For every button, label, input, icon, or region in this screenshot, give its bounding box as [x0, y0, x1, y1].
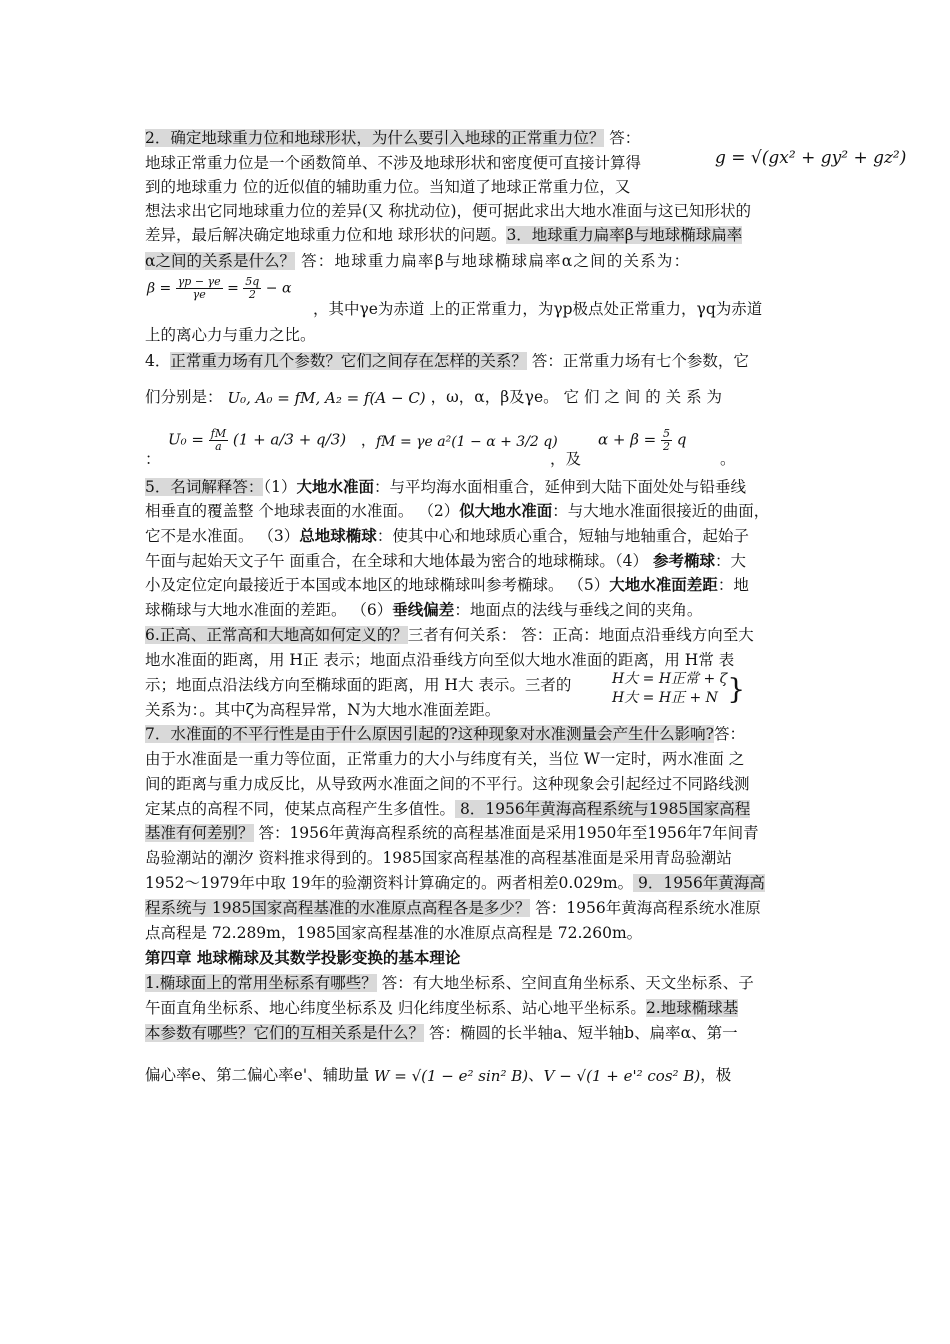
- text: 偏心率e、第二偏心率e'、辅助量: [145, 1066, 370, 1084]
- line-2: 地球正常重力位是一个函数简单、不涉及地球形状和密度便可直接计算得: [145, 154, 642, 172]
- line-11-end: 。: [720, 450, 736, 468]
- text: 、: [528, 1066, 544, 1084]
- line-35: [145, 1064, 731, 1086]
- line-32: [145, 972, 754, 994]
- question-8-heading-cont: 基准有何差别？: [145, 824, 254, 842]
- term: 总地球椭球: [299, 526, 377, 545]
- text: ，ω，α，β及γe。 它 们 之 间 的 关 系 为: [430, 388, 723, 406]
- ch4-question-2-heading: 2.地球椭球基: [645, 999, 739, 1017]
- text: 答：正常重力场有七个参数，它: [526, 352, 749, 370]
- fm-formula: fM = γe a²(1 − α + 3/2 q): [376, 434, 558, 450]
- line-15: [145, 550, 746, 572]
- text: ，极: [700, 1066, 732, 1084]
- line-13: [145, 500, 769, 522]
- text: ：地: [717, 576, 749, 594]
- potential-formula: [168, 428, 376, 453]
- chapter-4-heading: 第四章 地球椭球及其数学投影变换的基本理论: [145, 948, 461, 967]
- text: − α: [265, 280, 292, 297]
- denominator: a: [215, 440, 222, 453]
- line-20: 示；地面点沿法线方向至椭球面的距离，用 H大 表示。三者的: [145, 676, 572, 694]
- line-10: [145, 386, 722, 408]
- text: α + β =: [598, 430, 657, 449]
- line-1: [145, 127, 640, 149]
- text: 4．: [145, 352, 171, 370]
- line-33: [145, 997, 738, 1019]
- text: 答：1956年黄海高程系统的高程基准面是采用1950年至1956年7年间青: [253, 824, 759, 842]
- text: 答：地球重力扁率β与地球椭球扁率α之间的关系为：: [294, 252, 691, 270]
- gravity-magnitude-formula: g = √(gx² + gy² + gz²): [715, 148, 907, 168]
- formula-lines: [612, 670, 727, 708]
- ch4-question-2-heading-cont: 本参数有哪些？它们的互相关系是什么？: [145, 1024, 425, 1042]
- line-24: 间的距离与重力成反比，从导致两水准面之间的不平行。这种现象会引起经过不同路线测: [145, 775, 750, 793]
- question-7-heading: 7．水准面的不平行性是由于什么原因引起的?这种现象对水准测量会产生什么影响?: [145, 725, 714, 743]
- line-14: [145, 525, 749, 547]
- text: ：与大地水准面很接近的曲面，: [552, 502, 770, 520]
- text: 相垂直的覆盖整 个地球表面的水准面。 （2）: [145, 502, 460, 520]
- line-29: [145, 897, 761, 919]
- line-18: [145, 624, 754, 646]
- text: (1 + a/3 + q/3): [232, 430, 347, 449]
- question-8-heading: 8．1956年黄海高程系统与1985国家高程: [455, 800, 751, 818]
- line-11: [145, 448, 161, 470]
- line-17: [145, 599, 702, 621]
- line-34: [145, 1022, 738, 1044]
- text: 差异，最后解决确定地球重力位和地 球形状的问题。: [145, 226, 507, 244]
- text: 答：: [713, 725, 745, 743]
- line-4: 想法求出它同地球重力位的差异(又 称扰动位)，便可据此求出大地水准面与这已知形状的: [145, 202, 752, 220]
- text: ：地面点的法线与垂线之间的夹角。: [454, 601, 703, 619]
- height-relation-formula: [612, 670, 745, 708]
- question-4-heading: 正常重力场有几个参数？它们之间存在怎样的关系？: [170, 352, 527, 370]
- text: 答：椭圆的长半轴a、短半轴b、扁率α、第一: [424, 1024, 738, 1042]
- term: 似大地水准面: [459, 501, 553, 520]
- denominator: γe: [192, 288, 206, 301]
- text: β =: [147, 280, 172, 297]
- question-6-heading: 6.正高、正常高和大地高如何定义的？: [145, 626, 408, 644]
- line-27: 岛验潮站的潮汐 资料推求得到的。1985国家高程基准的高程基准面是采用青岛验潮站: [145, 849, 732, 867]
- line-7: ，其中γe为赤道 上的正常重力，为γp极点处正常重力，γq为赤道: [313, 300, 763, 318]
- brace-symbol: }: [727, 672, 746, 706]
- denominator: 2: [248, 288, 256, 301]
- text: 午面与起始天文子午 面重合，在全球和大地体最为密合的地球椭球。（4）: [145, 552, 653, 570]
- auxiliary-w-formula: W = √(1 − e² sin² B): [374, 1067, 529, 1085]
- question-9-heading: 9．1956年黄海高: [633, 874, 765, 892]
- text: 答：1956年黄海高程系统水准原: [530, 899, 761, 917]
- line-30: 点高程是 72.289m，1985国家高程基准的水准原点高程是 72.260m。: [145, 924, 643, 942]
- line-6: [145, 250, 690, 272]
- text: ：使其中心和地球质心重合，短轴与地轴重合，起始子: [376, 527, 749, 545]
- denominator: 2: [663, 440, 671, 453]
- text: 1952～1979年中取 19年的验潮资料计算确定的。两者相差0.029m。: [145, 874, 634, 892]
- text: 答：有大地坐标系、空间直角坐标系、天文坐标系、子: [376, 974, 754, 992]
- text: 们分别是：: [145, 388, 223, 406]
- answer-label: 答：: [604, 129, 641, 147]
- normal-field-params-formula: U₀, A₀ = fM, A₂ = f(A − C): [227, 389, 426, 407]
- ch4-question-1-heading: 1.椭球面上的常用坐标系有哪些？: [145, 974, 377, 992]
- numerator: γp − γe: [177, 275, 221, 288]
- numerator: 5: [663, 427, 671, 440]
- text: ：: [145, 450, 161, 468]
- line-11-and: ，及: [550, 450, 582, 468]
- text: ：大: [714, 552, 746, 570]
- line-19: 地水准面的距离，用 H正 表示；地面点沿垂线方向至似大地水准面的距离，用 H常 表: [145, 651, 735, 669]
- term: 参考椭球: [652, 551, 715, 570]
- question-9-heading-cont: 程系统与 1985国家高程基准的水准原点高程各是多少？: [145, 899, 531, 917]
- line-8: 上的离心力与重力之比。: [145, 326, 316, 344]
- question-3-heading: 3．地球重力扁率β与地球椭球扁率: [506, 226, 743, 244]
- line-22: [145, 723, 745, 745]
- line-9: [145, 350, 749, 372]
- fraction: [176, 276, 223, 301]
- line-16: [145, 574, 749, 596]
- term: 垂线偏差: [392, 600, 455, 619]
- text: U₀ =: [168, 430, 204, 449]
- numerator: 5q: [245, 275, 260, 288]
- text: =: [227, 280, 239, 297]
- auxiliary-v-formula: V − √(1 + e'² cos² B): [543, 1067, 701, 1085]
- text: 定某点的高程不同，使某点高程产生多值性。: [145, 800, 456, 818]
- text: 小及定位定向最接近于本国或本地区的地球椭球叫参考椭球。 （5）: [145, 576, 610, 594]
- numerator: fM: [210, 427, 227, 440]
- gravity-flattening-formula: [147, 276, 291, 301]
- term: 大地水准面: [296, 477, 375, 496]
- text: （1）: [263, 478, 297, 496]
- line-5: [145, 224, 742, 246]
- line-3: 到的地球重力 位的近似值的辅助重力位。当知道了地球正常重力位，又: [145, 178, 631, 196]
- fraction: [661, 428, 672, 453]
- line-26: [145, 822, 759, 844]
- text: ：与平均海水面相重合，延伸到大陆下面处处与铅垂线: [374, 478, 747, 496]
- text: ，: [360, 430, 376, 449]
- text: 球椭球与大地水准面的差距。 （6）: [145, 601, 393, 619]
- line-12: [145, 476, 746, 498]
- question-3-heading-cont: α之间的关系是什么？: [145, 252, 295, 270]
- fraction: [209, 428, 228, 453]
- line-21: 关系为：。其中ζ为高程异常，N为大地水准面差距。: [145, 701, 501, 719]
- line-28: [145, 872, 765, 894]
- question-5-heading: 5．名词解释答：: [145, 478, 264, 496]
- text: 午面直角坐标系、地心纬度坐标系及 归化纬度坐标系、站心地平坐标系。: [145, 999, 646, 1017]
- term: 大地水准面差距: [609, 575, 718, 594]
- formula-line: H大 = H正常 + ζ: [612, 671, 728, 687]
- text: 它不是水准面。 （3）: [145, 527, 300, 545]
- text: 三者有何关系： 答：正高：地面点沿垂线方向至大: [407, 626, 754, 644]
- line-25: [145, 798, 750, 820]
- text: q: [676, 430, 687, 449]
- alpha-beta-formula: [598, 428, 686, 453]
- question-2-heading: 2．确定地球重力位和地球形状，为什么要引入地球的正常重力位？: [145, 129, 605, 147]
- line-23: 由于水准面是一重力等位面，正常重力的大小与纬度有关，当位 W一定时，两水准面 之: [145, 750, 745, 768]
- fraction: [243, 276, 261, 301]
- formula-line: H大 = H正 + N: [612, 690, 718, 706]
